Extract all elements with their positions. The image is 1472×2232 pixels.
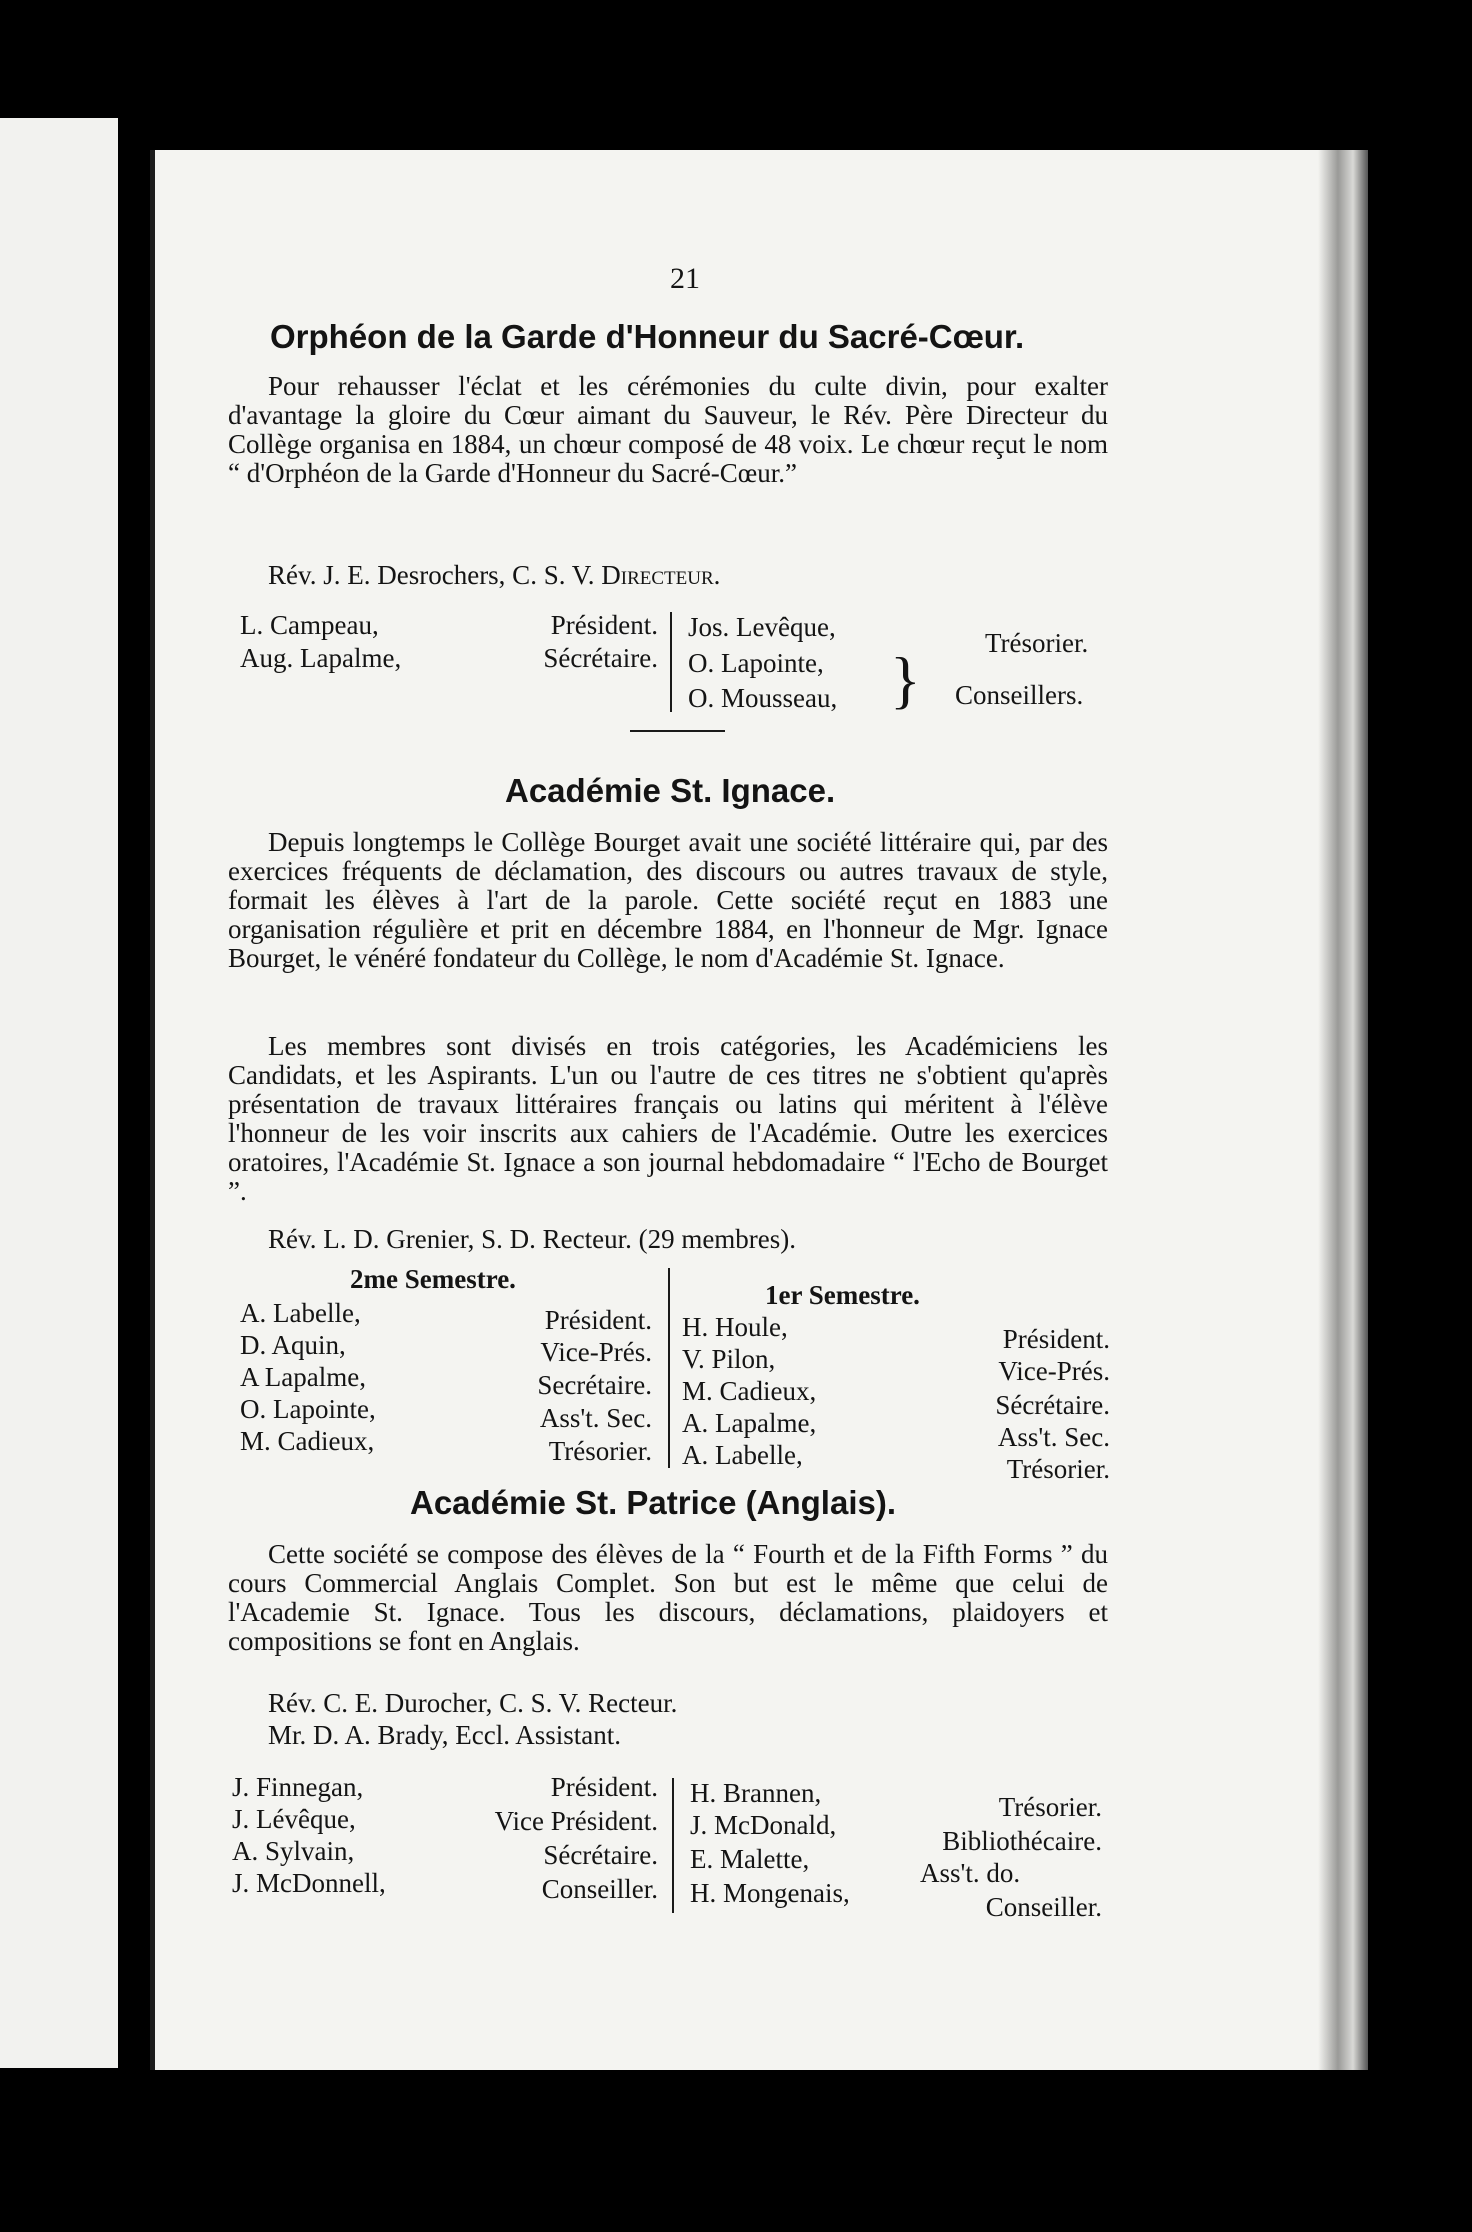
orpheon-officer-name: O. Lapointe, [688, 648, 824, 678]
orpheon-director [268, 560, 720, 591]
ignace-rector: Rév. L. D. Grenier, S. D. Recteur. (29 membres). [268, 1224, 797, 1254]
page-number: 21 [670, 262, 700, 295]
semester-member-name: M. Cadieux, [682, 1376, 817, 1406]
column-divider [670, 612, 672, 712]
semester-member-name: A. Lapalme, [682, 1408, 817, 1438]
semester-member-name: A. Labelle, [240, 1298, 361, 1328]
semester-member-name: A Lapalme, [240, 1362, 366, 1392]
column-divider [668, 1268, 670, 1468]
patrice-title: Académie St. Patrice (Anglais). [410, 1484, 896, 1521]
ignace-paragraph-2: Les membres sont divisés en trois catégories, les Académiciens les Candidats, et les Aspirants. L'un ou l'autre de ces titres ne s'obtient qu'après présentation de travaux littéraires français ou latins qui méritent à l'élève l'honneur de les voir inscrits aux cahiers de l'Académie. Outre les exercices oratoires, l'Académie St. Ignace a son journal hebdomadaire “ l'Echo de Bourget ”. [228, 1031, 1108, 1206]
semester-member-role: Trésorier. [548, 1436, 652, 1466]
patrice-officer-name: E. Malette, [690, 1844, 810, 1874]
semester-member-name: D. Aquin, [240, 1330, 346, 1360]
semester-1-title: 1er Semestre. [765, 1280, 920, 1310]
ignace-title: Académie St. Ignace. [505, 772, 836, 809]
patrice-officer-role: Bibliothécaire. [942, 1826, 1102, 1856]
patrice-assistant: Mr. D. A. Brady, Eccl. Assistant. [268, 1720, 621, 1750]
patrice-officer-name: H. Mongenais, [690, 1878, 850, 1908]
semester-member-role: Trésorier. [1006, 1454, 1110, 1484]
semester-member-name: H. Houle, [682, 1312, 788, 1342]
semester-member-role: Vice-Prés. [998, 1356, 1110, 1386]
orpheon-officer-role: Sécrétaire. [543, 643, 658, 673]
semester-2-title: 2me Semestre. [350, 1264, 516, 1294]
semester-member-role: Sécrétaire. [995, 1390, 1110, 1420]
patrice-officer-role: Vice Président. [494, 1806, 658, 1836]
patrice-rector: Rév. C. E. Durocher, C. S. V. Recteur. [268, 1688, 678, 1718]
patrice-officer-name: J. Lévêque, [232, 1804, 356, 1834]
patrice-paragraph: Cette société se compose des élèves de la “ Fourth et de la Fifth Forms ” du cours Commercial Anglais Complet. Son but est le même que celui de l'Academie St. Ignace. Tous les discours, déclamations, plaidoyers et compositions se font en Anglais. [228, 1539, 1108, 1656]
adjacent-page-fragment [0, 118, 118, 2068]
semester-member-role: Ass't. Sec. [997, 1422, 1110, 1452]
semester-member-name: O. Lapointe, [240, 1394, 376, 1424]
orpheon-officer-name: L. Campeau, [240, 610, 379, 640]
patrice-officer-role: Trésorier. [998, 1792, 1102, 1822]
patrice-officer-name: A. Sylvain, [232, 1836, 355, 1866]
semester-member-role: Président. [544, 1305, 652, 1335]
patrice-officer-name: J. McDonnell, [232, 1868, 386, 1898]
director-title: Directeur. [601, 560, 721, 590]
patrice-officer-name: J. McDonald, [690, 1810, 837, 1840]
orpheon-officer-role: Trésorier. [985, 628, 1089, 658]
orpheon-title: Orphéon de la Garde d'Honneur du Sacré-Cœur. [270, 318, 1025, 355]
semester-member-name: M. Cadieux, [240, 1426, 375, 1456]
curly-brace: } [890, 644, 921, 715]
orpheon-officer-name: Aug. Lapalme, [240, 643, 402, 673]
patrice-officer-name: J. Finnegan, [232, 1772, 364, 1802]
column-divider [672, 1778, 674, 1913]
orpheon-paragraph: Pour rehausser l'éclat et les cérémonies du culte divin, pour exalter d'avantage la gloire du Cœur aimant du Sauveur, le Rév. Père Directeur du Collège organisa en 1884, un chœur composé de 48 voix. Le chœur reçut le nom “ d'Orphéon de la Garde d'Honneur du Sacré-Cœur.” [228, 371, 1108, 488]
patrice-officer-role: Président. [550, 1772, 658, 1802]
semester-member-role: Ass't. Sec. [539, 1403, 652, 1433]
semester-member-role: Secrétaire. [537, 1370, 652, 1400]
conseillers-label: Conseillers. [955, 680, 1084, 710]
ignace-paragraph-1: Depuis longtemps le Collège Bourget avait une société littéraire qui, par des exercices fréquents de déclamation, des discours ou autres travaux de style, formait les élèves à l'art de la parole. Cette société reçut en 1883 une organisation régulière et prit en décembre 1884, en l'honneur de Mgr. Ignace Bourget, le vénéré fondateur du Collège, le nom d'Académie St. Ignace. [228, 827, 1108, 973]
patrice-officer-name: H. Brannen, [690, 1778, 822, 1808]
semester-member-name: V. Pilon, [682, 1344, 776, 1374]
semester-member-role: Vice-Prés. [540, 1337, 652, 1367]
patrice-officer-role: Ass't. do. [920, 1858, 1021, 1888]
orpheon-officer-name: O. Mousseau, [688, 683, 838, 713]
semester-member-name: A. Labelle, [682, 1440, 803, 1470]
patrice-officer-role: Conseiller. [985, 1892, 1102, 1922]
patrice-officer-role: Conseiller. [541, 1874, 658, 1904]
orpheon-officer-name: Jos. Levêque, [688, 612, 836, 642]
director-name: Rév. J. E. Desrochers, C. S. V. [268, 560, 595, 590]
page-edge-shadow [1318, 150, 1368, 2070]
semester-member-role: Président. [1002, 1324, 1110, 1354]
orpheon-officer-role: Président. [550, 610, 658, 640]
section-rule [630, 730, 725, 732]
patrice-officer-role: Sécrétaire. [543, 1840, 658, 1870]
